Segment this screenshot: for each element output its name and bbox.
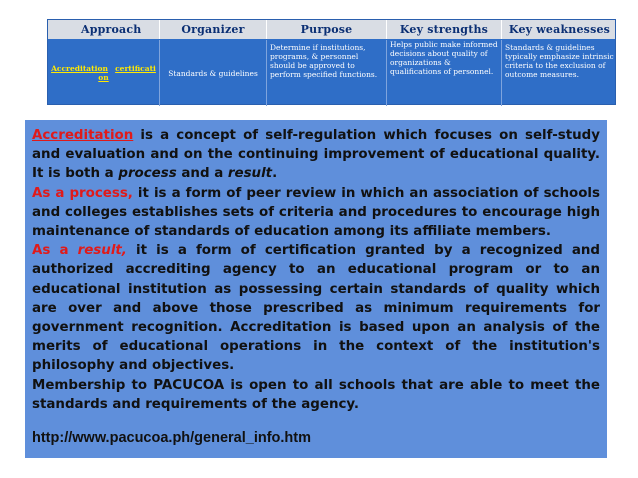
accreditation-term: Accreditation [32, 128, 134, 143]
certification-link[interactable]: certificati [115, 64, 156, 73]
accreditation-link[interactable]: Accreditation [51, 64, 108, 73]
process-word: process [118, 166, 177, 182]
approach-table [47, 19, 616, 105]
paragraph-process [32, 184, 600, 242]
paragraph-result [32, 241, 600, 375]
header-purpose: Purpose [267, 20, 387, 39]
cell-approach [48, 40, 160, 106]
as-result-lead-b: result, [77, 243, 127, 259]
cell-purpose: Determine if institutions, programs, & personnel should be approved to perform specified functions. [267, 40, 387, 106]
accreditation-text-box [25, 120, 607, 458]
certification-link-cont[interactable]: on [98, 73, 109, 82]
paragraph-definition [32, 126, 600, 184]
paragraph-membership: Membership to PACUCOA is open to all schools that are able to meet the standards and requirements of the agency. [32, 377, 600, 412]
header-key-weaknesses: Key weaknesses [508, 23, 611, 36]
source-url[interactable]: http://www.pacucoa.ph/general_info.htm [32, 430, 312, 447]
result-text: it is a form of certification granted by a recognized and authorized accrediting agency to an educational program or to an educational institution as possessing certain standards of quality which are over and above those prescribed as minimum requirements for government recognition. Accreditation is based upon an analysis of the merits of educational operations in the context of the institution's philosophy and objectives. [32, 243, 600, 374]
definition-text: is a concept of self-regulation which focuses on self-study and evaluation and on the continuing improvement of educational quality. It is both a [32, 128, 600, 182]
process-text: it is a form of peer review in which an association of schools and colleges establishes sets of criteria and procedures to encourage high maintenance of standards of education among its affiliate members. [32, 185, 600, 240]
cell-organizer: Standards & guidelines [160, 40, 267, 106]
cell-strengths: Helps public make informed decisions about quality of organizations & qualifications of personnel. [387, 40, 502, 106]
header-key-strengths: Key strengths [387, 20, 502, 39]
cell-weaknesses: Standards & guidelines typically emphasize intrinsic criteria to the exclusion of outcome measures. [505, 43, 614, 79]
header-organizer: Organizer [160, 20, 267, 39]
definition-end: . [272, 166, 278, 182]
and-word: and a [176, 166, 228, 182]
header-approach: Approach [48, 20, 160, 39]
result-word: result [227, 166, 273, 182]
as-result-lead-a: As a [32, 243, 78, 259]
as-process-lead: As a process, [32, 185, 133, 201]
table-header-row [48, 20, 615, 39]
approach-text [51, 64, 156, 82]
